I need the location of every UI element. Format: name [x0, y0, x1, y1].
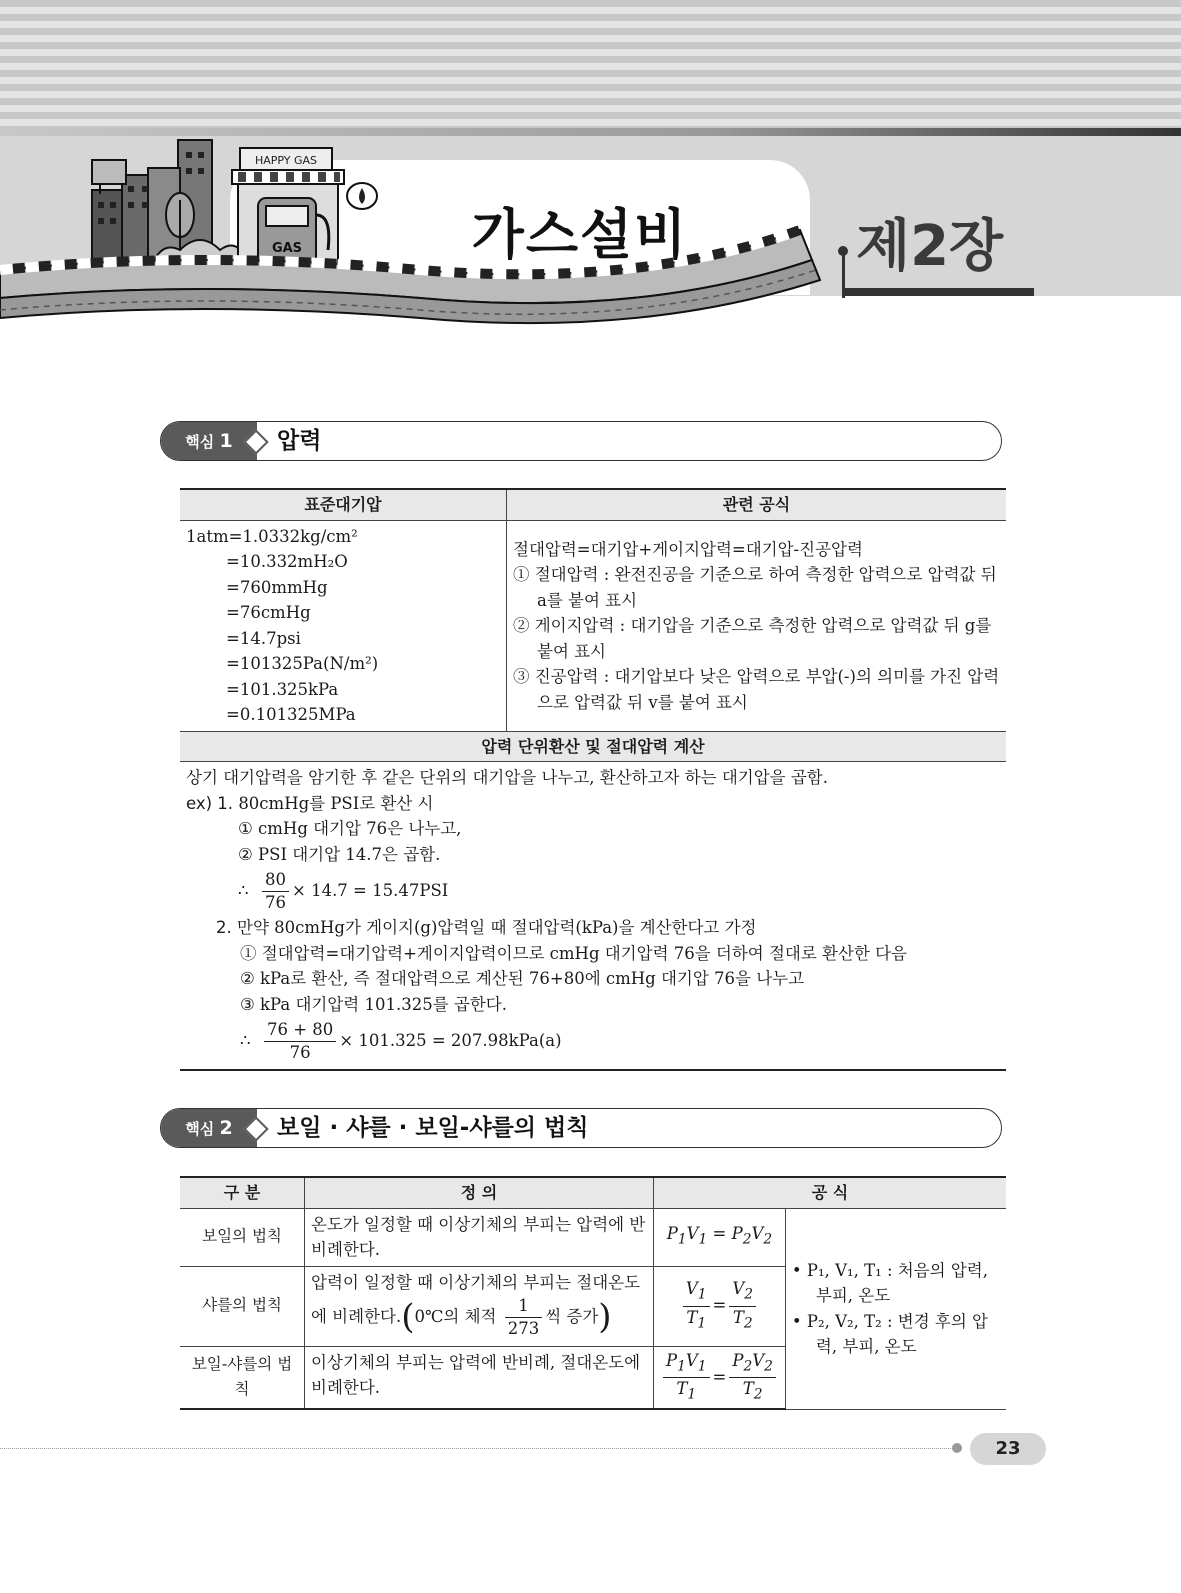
example-label: ex) 1. — [186, 793, 234, 813]
conversion-cell — [180, 762, 1006, 1071]
law-definition: 압력이 일정할 때 이상기체의 부피는 절대온도에 비례한다.(0℃의 체적 $\frac{1}{273}$ 씩 증가) — [305, 1266, 654, 1346]
charles-formula: $\frac{V_1}{T_1}$ = $\frac{V_2}{T_2}$ — [654, 1266, 786, 1346]
law-definition: 이상기체의 부피는 압력에 반비례, 절대온도에 비례한다. — [305, 1346, 654, 1409]
gas-law-table — [180, 1176, 1006, 1410]
col-header-formula: 관련 공식 — [507, 489, 1007, 520]
law-name: 보일-샤를의 법칙 — [180, 1346, 305, 1409]
section-tag: 핵심 2 — [161, 1109, 257, 1147]
example-1-title: 80cmHg를 PSI로 환산 시 — [238, 793, 434, 813]
example-step: ② kPa로 환산, 즉 절대압력으로 계산된 76+80에 cmHg 대기압 76을 나누고 — [240, 969, 805, 988]
law-name: 샤를의 법칙 — [180, 1266, 305, 1346]
pressure-line: =10.332mH₂O — [226, 552, 348, 571]
note-item: • P₂, V₂, T₂ : 변경 후의 압력, 부피, 온도 — [791, 1311, 988, 1357]
standard-pressure-cell — [180, 520, 507, 731]
pressure-line: =760mmHg — [226, 577, 328, 597]
pump-text: GAS — [271, 241, 303, 256]
conversion-header: 압력 단위환산 및 절대압력 계산 — [180, 731, 1006, 762]
chapter-number: 제2장 — [856, 214, 1004, 279]
note-item: • P₁, V₁, T₁ : 처음의 압력, 부피, 온도 — [791, 1260, 988, 1306]
formula-item: ① 절대압력 : 완전진공을 기준으로 하여 측정한 압력으로 압력값 뒤 a를 붙여 표시 — [513, 565, 997, 610]
gas-station-illustration — [0, 120, 830, 330]
formula-item: ② 게이지압력 : 대기압을 기준으로 측정한 압력으로 압력값 뒤 g를 붙여 표시 — [513, 616, 992, 661]
chapter-title: 가스설비 — [471, 203, 689, 266]
example-step: ① cmHg 대기압 76은 나누고, — [238, 819, 462, 838]
page-number: 23 — [970, 1433, 1046, 1465]
pressure-line: =76cmHg — [226, 603, 311, 622]
section-title: 압력 — [277, 428, 322, 454]
section-title: 보일 · 샤를 · 보일-샤를의 법칙 — [277, 1115, 589, 1141]
section-header-2 — [160, 1108, 1002, 1148]
example-step: ② PSI 대기압 14.7은 곱함. — [238, 844, 441, 864]
footer-dot — [952, 1443, 962, 1453]
chapter-underline — [842, 288, 1034, 296]
section-header-1 — [160, 421, 1002, 461]
pressure-table — [180, 488, 1006, 1071]
col-header-category: 구 분 — [180, 1177, 305, 1208]
law-definition: 온도가 일정할 때 이상기체의 부피는 압력에 반비례한다. — [305, 1208, 654, 1266]
footer-rule — [0, 1448, 955, 1449]
law-name: 보일의 법칙 — [180, 1208, 305, 1266]
sign-text: HAPPY GAS — [254, 154, 318, 167]
pressure-line: =0.101325MPa — [226, 705, 356, 724]
pressure-line: =101325Pa(N/m²) — [226, 654, 379, 673]
example-2-equation: ∴ $\frac{76 + 80}{76}$ × 101.325 = 207.98kPa(a) — [240, 1019, 562, 1062]
example-2-title: 만약 80cmHg가 게이지(g)압력일 때 절대압력(kPa)을 계산한다고 가정 — [237, 918, 757, 937]
conversion-intro: 상기 대기압력을 암기한 후 같은 단위의 대기압을 나누고, 환산하고자 하는 대기압을 곱함. — [186, 768, 828, 787]
example-step: ③ kPa 대기압력 101.325를 곱한다. — [240, 994, 507, 1014]
formula-intro: 절대압력=대기압+게이지압력=대기압-진공압력 — [513, 539, 863, 559]
header-stripes — [0, 0, 1181, 128]
variable-notes — [785, 1208, 1006, 1409]
example-2-label: 2. — [216, 918, 232, 937]
formula-item: ③ 진공압력 : 대기압보다 낮은 압력으로 부압(-)의 의미를 가진 압력으로 압력값 뒤 v를 붙여 표시 — [513, 667, 1000, 712]
col-header-formula: 공 식 — [654, 1177, 1007, 1208]
col-header-standard: 표준대기압 — [180, 489, 507, 520]
col-header-definition: 정 의 — [305, 1177, 654, 1208]
pressure-line: =101.325kPa — [226, 679, 339, 699]
pressure-line: 1atm=1.0332kg/cm² — [186, 526, 358, 546]
pressure-line: =14.7psi — [226, 628, 301, 648]
example-step: ① 절대압력=대기압력+게이지압력이므로 cmHg 대기압력 76을 더하여 절대로 환산한 다음 — [240, 943, 907, 963]
boyle-formula: $P_1V_1 = P_2V_2$ — [654, 1208, 786, 1266]
example-1-equation: ∴ $\frac{80}{76}$ × 14.7 = 15.47PSI — [238, 869, 449, 912]
boyle-charles-formula: $\frac{P_1V_1}{T_1}$ = $\frac{P_2V_2}{T_2}$ — [654, 1346, 786, 1409]
formula-cell — [507, 520, 1007, 731]
section-tag: 핵심 1 — [161, 422, 257, 460]
